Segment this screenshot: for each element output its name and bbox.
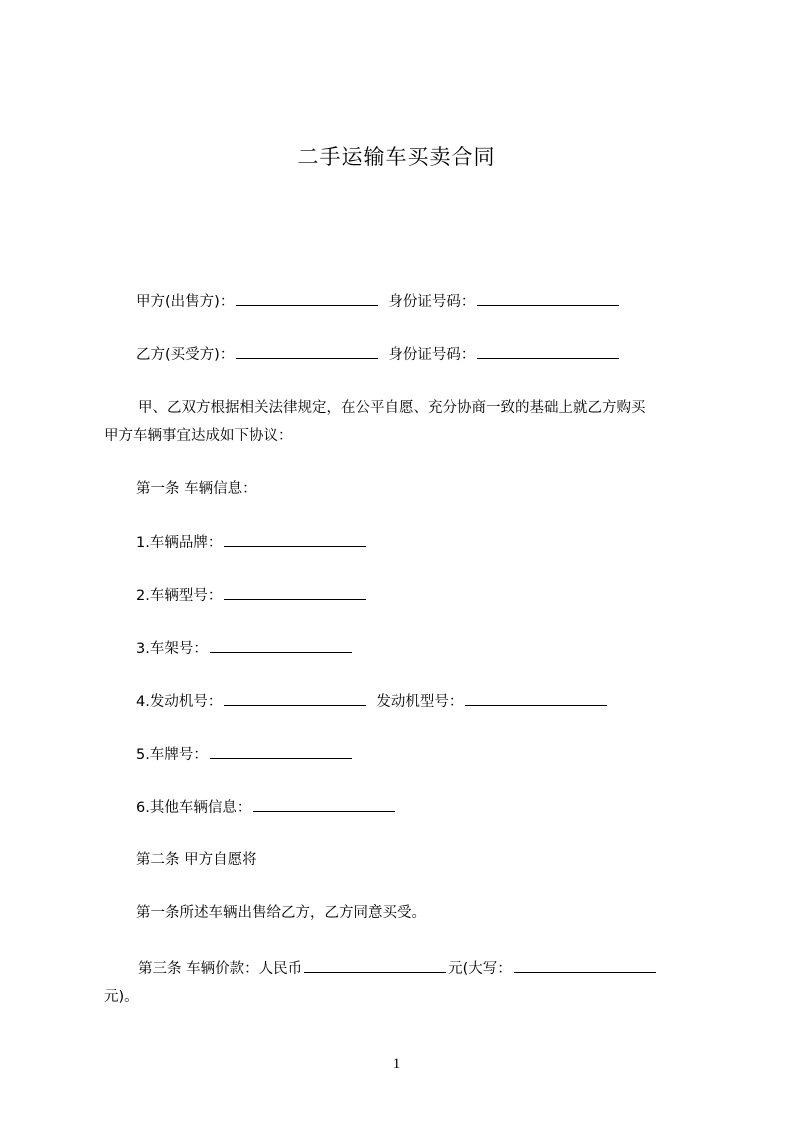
vehicle-model-line	[136, 585, 368, 606]
article-2-body: 第一条所述车辆出售给乙方，乙方同意买受。	[136, 905, 426, 921]
vehicle-brand-blank	[224, 532, 366, 547]
engine-number-line	[136, 691, 609, 712]
article-3-unit: 元(大写：	[448, 961, 512, 977]
article-1-heading: 第一条 车辆信息：	[136, 481, 257, 497]
plate-number-label: 5.车牌号：	[136, 747, 208, 763]
other-info-blank	[253, 797, 395, 812]
party-b-id-label: 身份证号码：	[388, 347, 476, 363]
article-3-paragraph	[104, 955, 704, 1011]
other-info-label: 6.其他车辆信息：	[136, 800, 252, 816]
article-2-heading: 第二条 甲方自愿将	[136, 852, 257, 868]
vehicle-model-label: 2.车辆型号：	[136, 588, 223, 604]
page-number: 1	[392, 1056, 401, 1072]
party-b-line	[136, 344, 621, 365]
plate-number-line	[136, 744, 354, 765]
engine-number-blank	[224, 691, 366, 706]
party-a-line	[136, 291, 621, 312]
engine-model-blank	[465, 691, 607, 706]
frame-number-line	[136, 638, 354, 659]
price-amount-blank	[304, 958, 446, 973]
party-b-id-blank	[477, 344, 619, 359]
party-a-name-blank	[236, 291, 378, 306]
document-title: 二手运输车买卖合同	[297, 145, 496, 169]
party-a-label: 甲方(出售方)：	[136, 294, 235, 310]
frame-number-label: 3.车架号：	[136, 641, 208, 657]
intro-paragraph	[104, 394, 704, 450]
intro-line-2: 甲方车辆事宜达成如下协议：	[104, 428, 293, 444]
article-3-end: 元)。	[104, 989, 139, 1005]
party-b-label: 乙方(买受方)：	[136, 347, 235, 363]
engine-number-label: 4.发动机号：	[136, 694, 223, 710]
vehicle-brand-line	[136, 532, 368, 553]
plate-number-blank	[210, 744, 352, 759]
vehicle-model-blank	[224, 585, 366, 600]
other-info-line	[136, 797, 397, 818]
article-3-label: 第三条 车辆价款：人民币	[138, 961, 303, 977]
price-words-blank	[514, 958, 656, 973]
engine-model-label: 发动机型号：	[376, 694, 464, 710]
party-a-id-label: 身份证号码：	[388, 294, 476, 310]
intro-line-1: 甲、乙双方根据相关法律规定，在公平自愿、充分协商一致的基础上就乙方购买	[138, 400, 646, 416]
party-b-name-blank	[236, 344, 378, 359]
party-a-id-blank	[477, 291, 619, 306]
frame-number-blank	[210, 638, 352, 653]
vehicle-brand-label: 1.车辆品牌：	[136, 535, 223, 551]
